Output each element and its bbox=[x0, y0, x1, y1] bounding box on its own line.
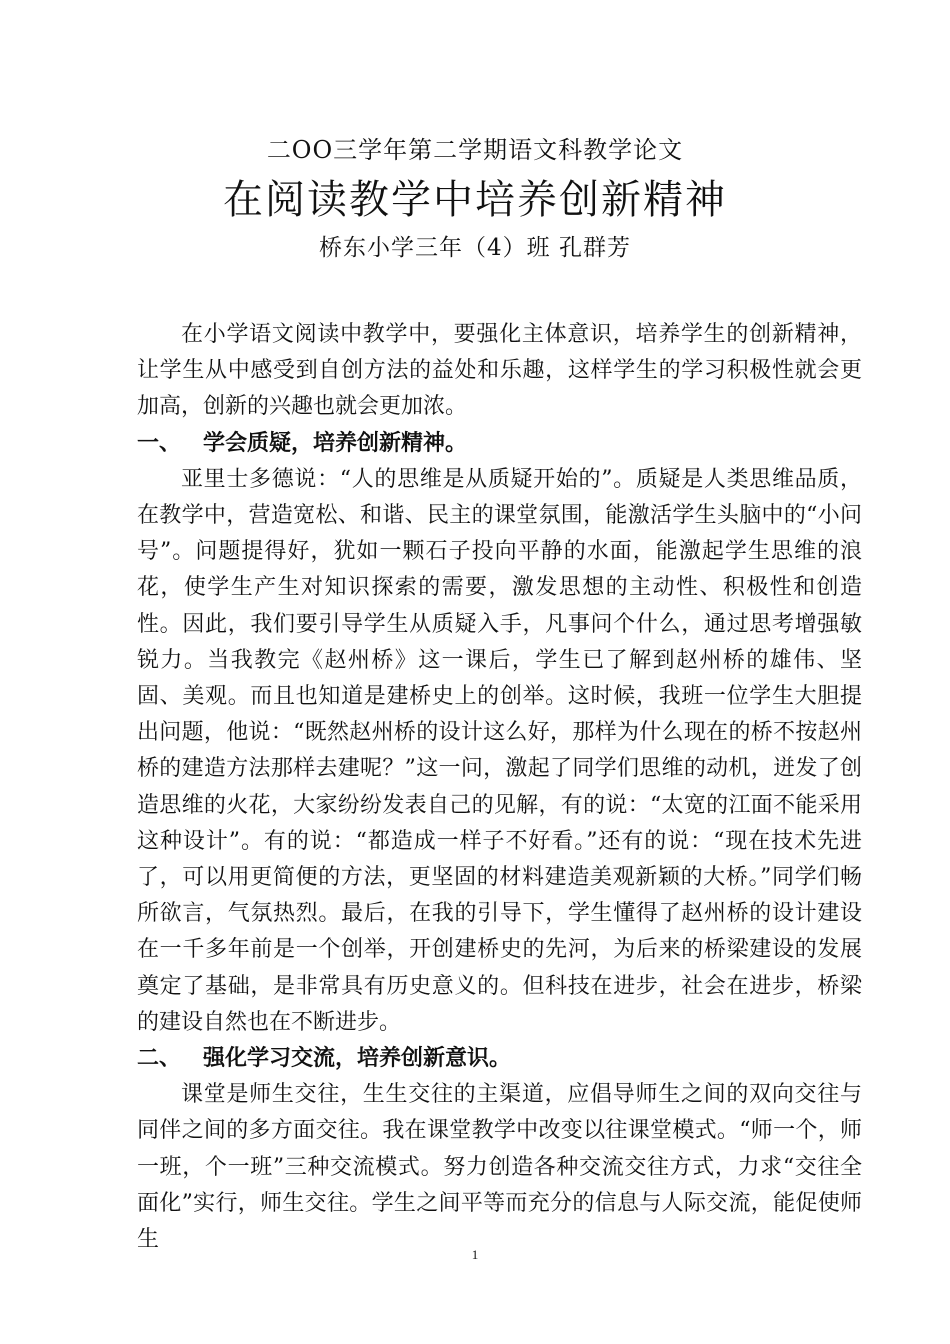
section-body-2: 课堂是师生交往，生生交往的主渠道，应倡导师生之间的双向交往与同伴之间的多方面交往。我在课堂教学中改变以往课堂模式。“师一个，师一班，个一班”三种交流模式。努力创造各种交流交往方式，力求“交往全面化”实行，师生交往。学生之间平等而充分的信息与人际交流，能促使师生 bbox=[137, 1082, 862, 1253]
section-heading-text-1: 学会质疑，培养创新精神。 bbox=[203, 430, 468, 456]
section-heading-2 bbox=[137, 1041, 862, 1077]
document-author: 桥东小学三年（4）班 孔群芳 bbox=[319, 235, 631, 261]
document-header bbox=[0, 128, 950, 268]
section-heading-text-2: 强化学习交流，培养创新意识。 bbox=[203, 1046, 512, 1072]
section-body-1: 亚里士多德说：“人的思维是从质疑开始的”。质疑是人类思维品质，在教学中，营造宽松、和谐、民主的课堂氛围，能激活学生头脑中的“小问号”。问题提得好，犹如一颗石子投向平静的水面，能激起学生思维的浪花，使学生产生对知识探索的需要，激发思想的主动性、积极性和创造性。因此，我们要引导学生从质疑入手，凡事问个什么，通过思考增强敏锐力。当我教完《赵州桥》这一课后，学生已了解到赵州桥的雄伟、坚固、美观。而且也知道是建桥史上的创举。这时候，我班一位学生大胆提出问题，他说：“既然赵州桥的设计这么好，那样为什么现在的桥不按赵州桥的建造方法那样去建呢？”这一问，激起了同学们思维的动机，迸发了创造思维的火花，大家纷纷发表自己的见解，有的说：“太宽的江面不能采用这种设计”。有的说：“都造成一样子不好看。”还有的说：“现在技术先进了，可以用更简便的方法，更坚固的材料建造美观新颖的大桥。”同学们畅所欲言，气氛热烈。最后，在我的引导下，学生懂得了赵州桥的设计建设在一千多年前是一个创举，开创建桥史的先河，为后来的桥梁建设的发展奠定了基础，是非常具有历史意义的。但科技在进步，社会在进步，桥梁的建设自然也在不断进步。 bbox=[137, 466, 862, 1035]
document-body bbox=[137, 317, 862, 1258]
document-title: 在阅读教学中培养创新精神 bbox=[223, 177, 727, 223]
section-heading-1 bbox=[137, 426, 862, 462]
document-subtitle: 二OO三学年第二学期语文科教学论文 bbox=[266, 136, 684, 164]
page-number: 1 bbox=[471, 1247, 479, 1262]
section-number-2: 二、 bbox=[137, 1046, 182, 1072]
intro-paragraph: 在小学语文阅读中教学中，要强化主体意识，培养学生的创新精神，让学生从中感受到自创方法的益处和乐趣，这样学生的学习积极性就会更加高，创新的兴趣也就会更加浓。 bbox=[137, 322, 862, 420]
section-number-1: 一、 bbox=[137, 430, 182, 456]
